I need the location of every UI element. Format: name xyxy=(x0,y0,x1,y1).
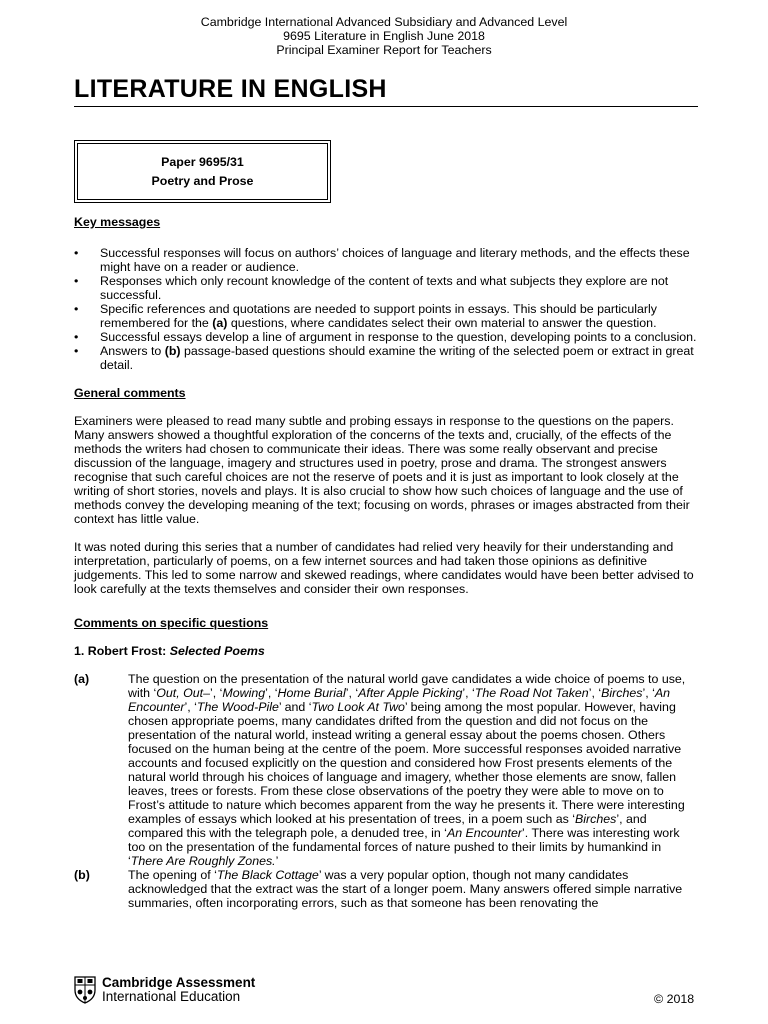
cambridge-logo xyxy=(74,975,255,1005)
question-1-title: Selected Poems xyxy=(169,644,265,658)
key-message-item xyxy=(74,246,698,274)
general-comments-para-2: It was noted during this series that a number of candidates had relied very heavily for their understanding and interpretation, particularly of poems, on a few internet sources and had taken those opinions as definitive judgements. This led to some narrow and skewed readings, where candidates would have been better advised to look carefully at the texts themselves and consider their own responses. xyxy=(74,540,694,596)
copyright-notice: © 2018 xyxy=(654,992,695,1006)
key-message-text: Answers to (b) passage-based questions should examine the writing of the selected poem or extract in great detail. xyxy=(100,344,694,372)
question-1-heading xyxy=(74,644,698,658)
key-message-item xyxy=(74,344,698,372)
key-messages-list xyxy=(74,246,698,372)
bullet-icon: • xyxy=(74,274,79,288)
logo-line-2: International Education xyxy=(102,989,241,1004)
paper-box xyxy=(74,140,331,203)
bullet-icon: • xyxy=(74,246,79,260)
specific-questions-heading: Comments on specific questions xyxy=(74,616,269,630)
question-1b xyxy=(74,868,698,910)
key-message-text: Specific references and quotations are needed to support points in essays. This should be particularly remembered for the (a) questions, where candidates select their own material to answer the question. xyxy=(100,302,657,330)
key-message-item xyxy=(74,274,698,302)
question-1b-text: The opening of ‘The Black Cottage’ was a very popular option, though not many candidates acknowledged that the extract was the start of a longer poem. Many answers offered simple narrative summaries, often incorporating errors, such as that someone has been renovating the xyxy=(128,868,683,910)
report-header xyxy=(0,15,768,57)
question-1a xyxy=(74,672,698,868)
question-1a-label: (a) xyxy=(74,672,90,686)
key-message-text: Successful responses will focus on authors’ choices of language and literary methods, and the effects these might have on a reader or audience. xyxy=(100,246,690,274)
key-message-text: Successful essays develop a line of argument in response to the question, developing points to a conclusion. xyxy=(100,330,697,344)
question-1b-label: (b) xyxy=(74,868,90,882)
paper-code: Paper 9695/31 xyxy=(161,155,244,169)
bullet-icon: • xyxy=(74,330,79,344)
title-divider xyxy=(74,106,698,107)
key-messages-heading: Key messages xyxy=(74,215,161,229)
paper-name: Poetry and Prose xyxy=(151,174,254,188)
logo-text xyxy=(102,976,255,1004)
key-message-item xyxy=(74,302,698,330)
key-message-item xyxy=(74,330,698,344)
question-1-prefix: 1. Robert Frost: xyxy=(74,644,170,658)
page-title: LITERATURE IN ENGLISH xyxy=(74,75,387,103)
key-message-text: Responses which only recount knowledge of the content of texts and what subjects they explore are not successful. xyxy=(100,274,669,302)
bullet-icon: • xyxy=(74,344,79,358)
shield-icon xyxy=(74,976,96,1004)
general-comments-heading: General comments xyxy=(74,386,186,400)
general-comments-para-1: Examiners were pleased to read many subtle and probing essays in response to the questions on the papers. Many answers showed a thoughtful exploration of the concerns of the texts and, crucially, of the effects of the methods the writers had chosen to communicate their ideas. There was some really observant and precise discussion of the language, imagery and structures used in poetry, prose and drama. The strongest answers recognise that such careful choices are not the reserve of poets and it is just as important to look closely at the writing of short stories, novels and plays. It is also crucial to show how such choices of language and the use of methods convey the developing meaning of the text; focusing on words, phrases or images abstracted from their context has little value. xyxy=(74,414,690,526)
paper-box-inner xyxy=(77,143,328,200)
bullet-icon: • xyxy=(74,302,79,316)
question-1a-text: The question on the presentation of the natural world gave candidates a wide choice of poems to use, with ‘Out, Out–’, ‘Mowing’, ‘Home Burial’, ‘After Apple Picking’, ‘The Road Not Taken’, ‘Birches’, ‘An Encounter’, ‘The Wood-Pile’ and ‘Two Look At Two’ being among the most popular. However, having chosen appropriate poems, many candidates drifted from the question and did not focus on the presentation of the natural world, instead writing a general essay about the poems chosen. Others focused on the human being at the centre of the poem. More successful responses avoided narrative accounts and focused explicitly on the question and considered how Frost presents elements of the natural world through his choices of language and imagery, whether those elements are snow, fallen leaves, trees or forests. From these close observations of the poetry they were able to move on to Frost’s attitude to nature which becomes apparent from the way he presents it. There were interesting examples of essays which looked at his presentation of trees, in a poem such as ‘Birches’, and compared this with the telegraph pole, a denuded tree, in ‘An Encounter’. There was interesting work too on the presentation of the fundamental forces of nature pushed to their limits by humankind in ‘There Are Roughly Zones.’ xyxy=(128,672,686,868)
header-line-2: 9695 Literature in English June 2018 xyxy=(283,29,485,43)
header-line-3: Principal Examiner Report for Teachers xyxy=(276,43,492,57)
logo-line-1: Cambridge Assessment xyxy=(102,975,256,990)
report-body xyxy=(74,215,698,910)
header-line-1: Cambridge International Advanced Subsidiary and Advanced Level xyxy=(200,15,568,29)
